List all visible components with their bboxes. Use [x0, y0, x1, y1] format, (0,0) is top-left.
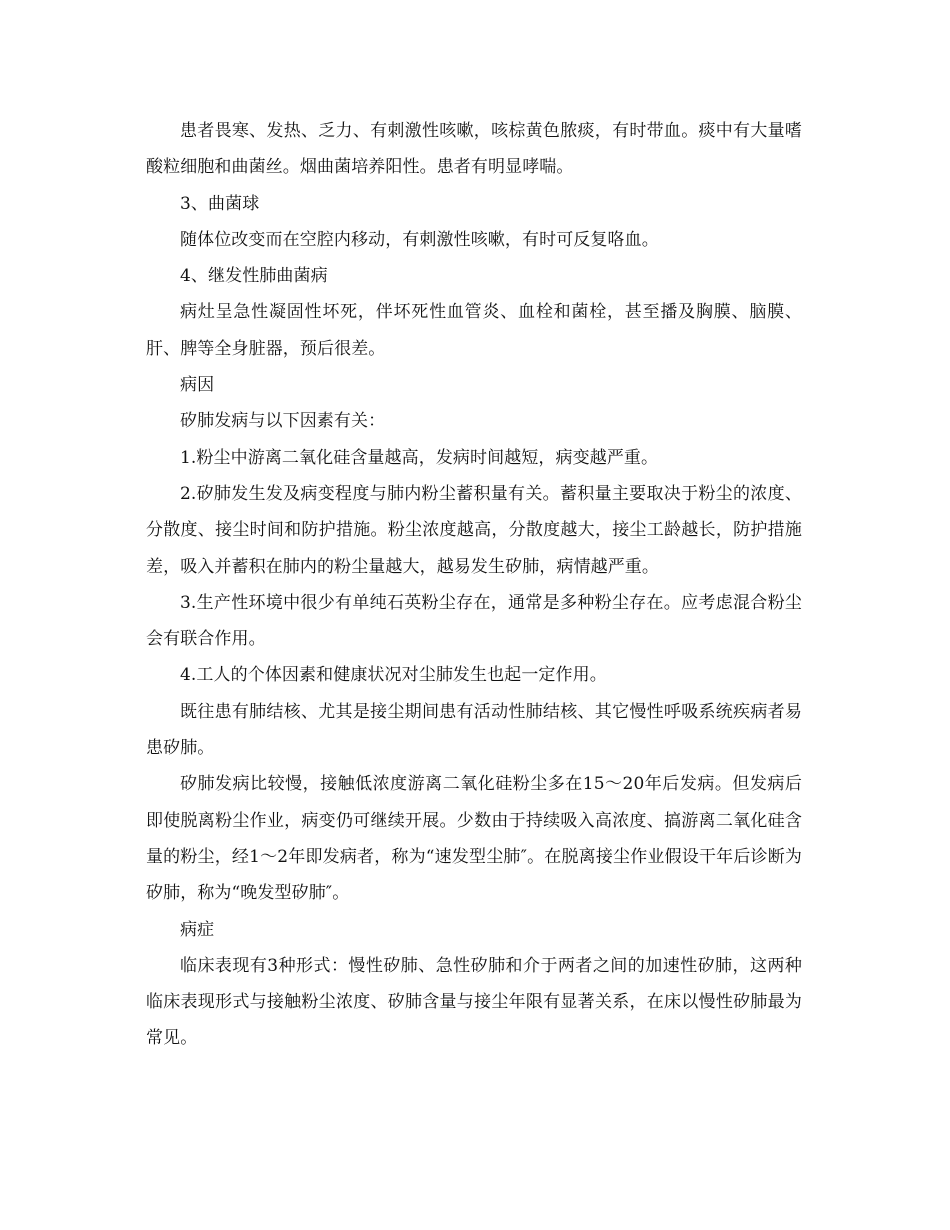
document-body — [146, 113, 802, 1057]
paragraph-tuberculosis-risk: 既往患有肺结核、尤其是接尘期间患有活动性肺结核、其它慢性呼吸系统疾病者易患矽肺。 — [146, 701, 802, 759]
list-item-factor-2: 2.矽肺发生发及病变程度与肺内粉尘蓄积量有关。蓄积量主要取决于粉尘的浓度、分散度、接尘时间和防护措施。粉尘浓度越高，分散度越大，接尘工龄越长，防护措施差，吸入并蓄积在肺内的粉尘量越大，越易发生矽肺，病情越严重。 — [146, 483, 802, 577]
list-item-factor-4: 4.工人的个体因素和健康状况对尘肺发生也起一定作用。 — [180, 665, 607, 686]
paragraph-etiology-intro: 矽肺发病与以下因素有关： — [180, 411, 386, 432]
heading-secondary-aspergillosis: 4、继发性肺曲菌病 — [180, 266, 328, 287]
paragraph-symptoms-abpa: 患者畏寒、发热、乏力、有刺激性咳嗽，咳棕黄色脓痰，有时带血。痰中有大量嗜酸粒细胞和曲菌丝。烟曲菌培养阳性。患者有明显哮喘。 — [146, 121, 802, 178]
paragraph-aspergilloma: 随体位改变而在空腔内移动，有刺激性咳嗽，有时可反复咯血。 — [180, 229, 659, 250]
list-item-factor-3: 3.生产性环境中很少有单纯石英粉尘存在，通常是多种粉尘存在。应考虑混合粉尘会有联合作用。 — [146, 592, 802, 650]
list-item-factor-1: 1.粉尘中游离二氧化硅含量越高，发病时间越短，病变越严重。 — [180, 447, 659, 468]
paragraph-secondary-aspergillosis: 病灶呈急性凝固性坏死，伴坏死性血管炎、血栓和菌栓，甚至播及胸膜、脑膜、肝、脾等全身脏器，预后很差。 — [146, 302, 802, 359]
paragraph-clinical-forms: 临床表现有3种形式：慢性矽肺、急性矽肺和介于两者之间的加速性矽肺，这两种临床表现形式与接触粉尘浓度、矽肺含量与接尘年限有显著关系，在床以慢性矽肺最为常见。 — [146, 955, 802, 1049]
heading-symptoms: 病症 — [180, 919, 215, 940]
heading-aspergilloma: 3、曲菌球 — [180, 193, 260, 214]
heading-etiology: 病因 — [180, 375, 215, 396]
paragraph-onset: 矽肺发病比较慢，接触低浓度游离二氧化硅粉尘多在15～20年后发病。但发病后即使脱离粉尘作业，病变仍可继续开展。少数由于持续吸入高浓度、搞游离二氧化硅含量的粉尘，经1～2年即发病者，称为“速发型尘肺″。在脱离接尘作业假设干年后诊断为矽肺，称为“晚发型矽肺″。 — [146, 774, 802, 904]
